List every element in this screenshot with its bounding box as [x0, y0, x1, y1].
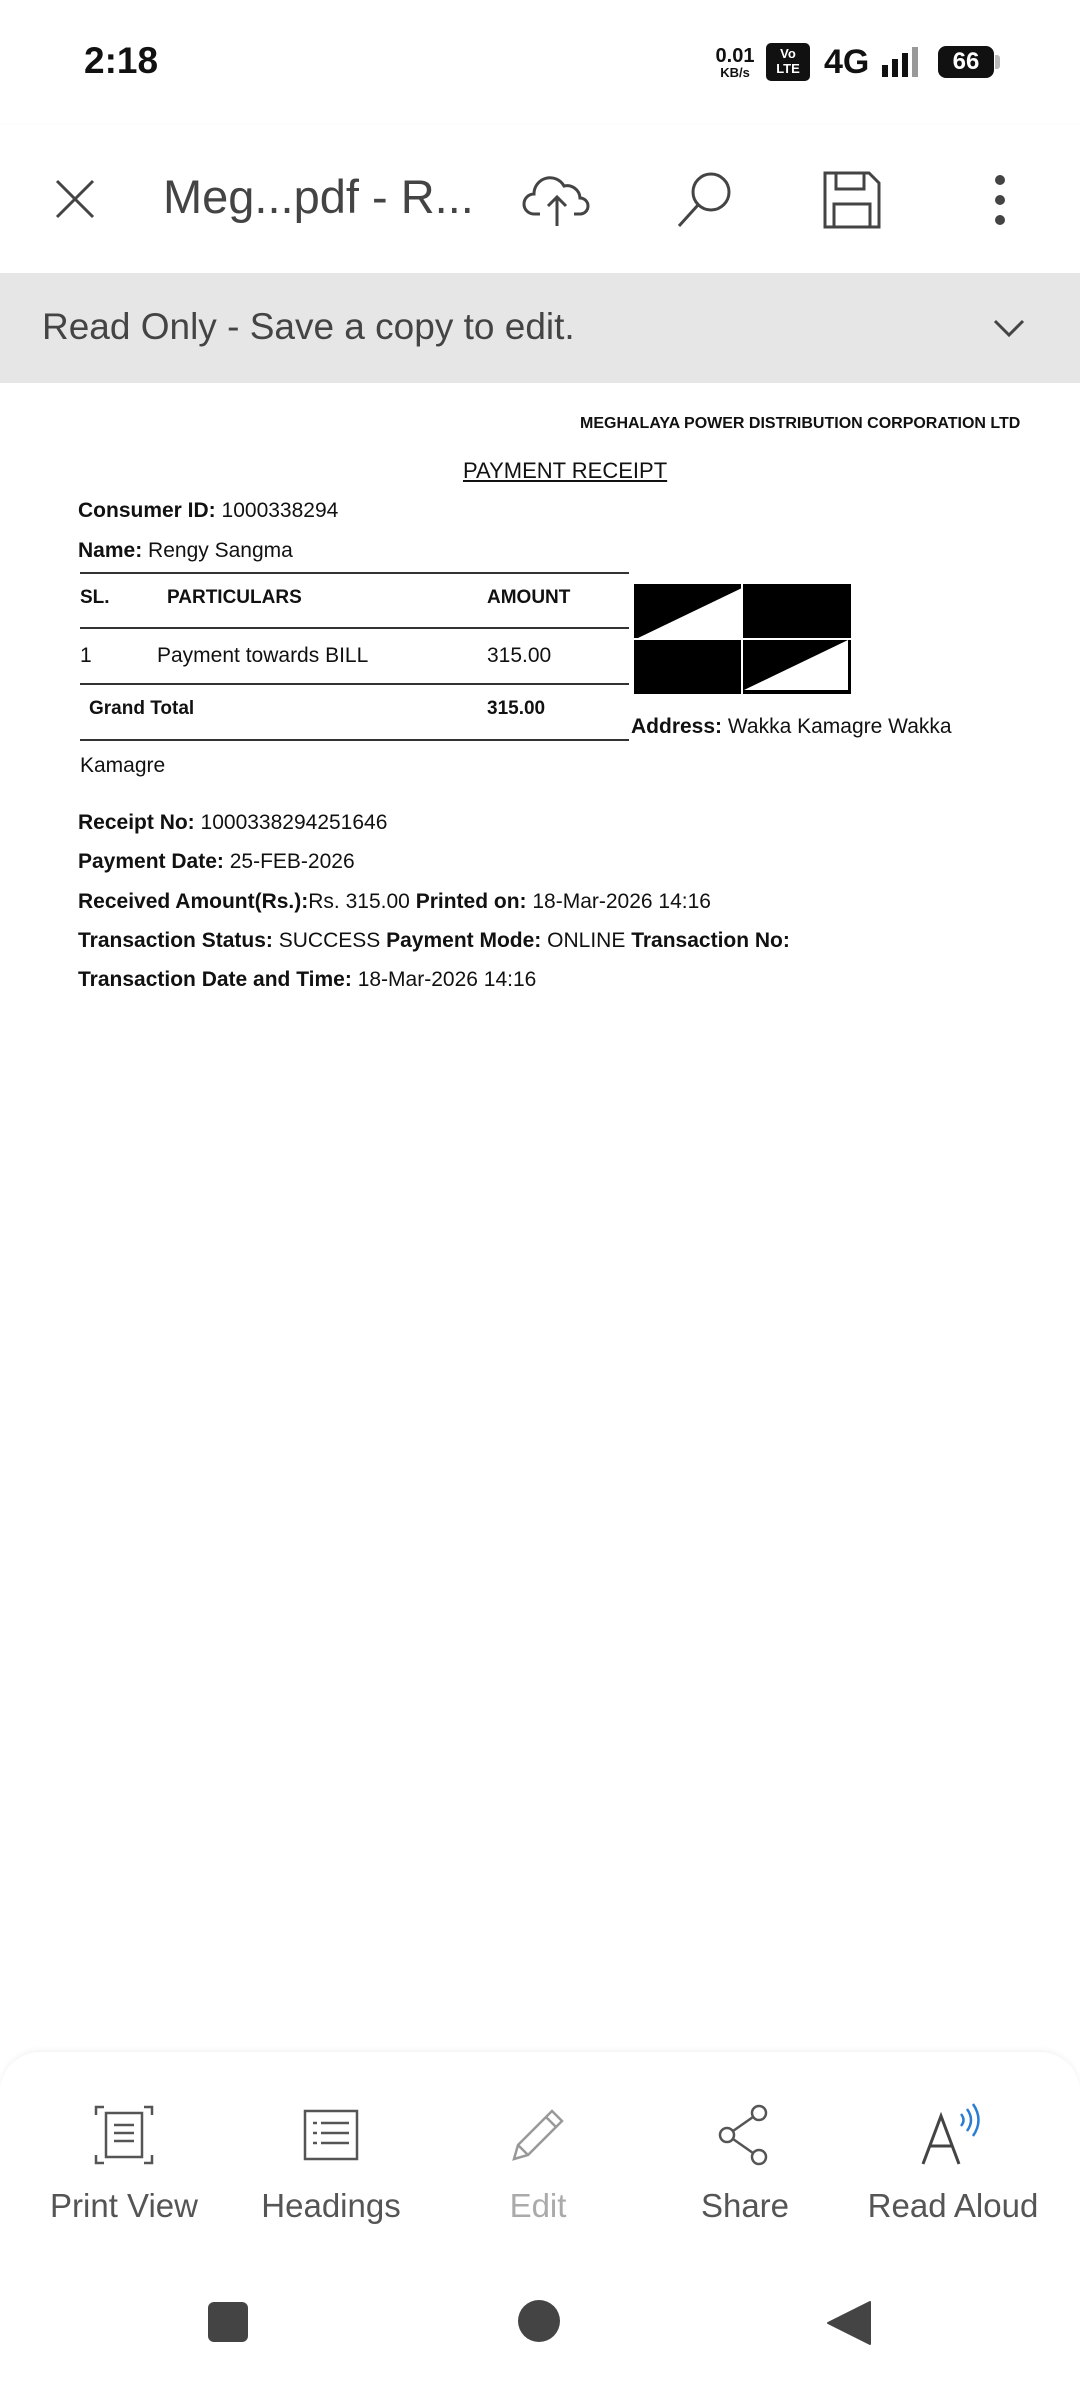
- company-name: MEGHALAYA POWER DISTRIBUTION CORPORATION LTD: [580, 415, 1021, 432]
- upload-cloud-button[interactable]: [515, 155, 599, 245]
- table-row-sl: 1: [80, 644, 92, 667]
- table-header-particulars: PARTICULARS: [167, 587, 302, 608]
- receipt-no-line: [78, 811, 387, 835]
- print-view-button[interactable]: [24, 2095, 224, 2235]
- receipt-no-label: Receipt No:: [78, 811, 195, 834]
- print-view-icon: [92, 2103, 156, 2167]
- transaction-datetime-label: Transaction Date and Time:: [78, 968, 352, 991]
- read-aloud-label: Read Aloud: [867, 2187, 1039, 2224]
- table-header-sl: SL.: [80, 587, 110, 608]
- more-vertical-icon: [990, 170, 1010, 230]
- name-line: [78, 539, 293, 563]
- edit-label: Edit: [509, 2187, 567, 2224]
- volte-top: Vo: [780, 46, 796, 61]
- name-label: Name:: [78, 539, 143, 562]
- transaction-status-value: SUCCESS: [278, 929, 381, 952]
- table-top-border: [80, 572, 629, 574]
- pencil-icon: [506, 2103, 570, 2167]
- chevron-down-icon[interactable]: [992, 317, 1026, 339]
- battery-icon: 66: [938, 46, 994, 78]
- transaction-no-label: Transaction No:: [631, 929, 790, 952]
- save-icon: [822, 170, 882, 230]
- table-bottom-border: [80, 739, 629, 741]
- document-title[interactable]: Meg...pdf - R...: [163, 170, 474, 223]
- network-speed-unit: KB/s: [720, 65, 750, 80]
- close-icon: [53, 177, 97, 221]
- status-bar: [0, 0, 1080, 125]
- grand-total-label: Grand Total: [89, 698, 195, 719]
- payment-mode-value: ONLINE: [547, 929, 626, 952]
- transaction-datetime-value: 18-Mar-2026 14:16: [357, 968, 537, 991]
- edit-button[interactable]: [438, 2095, 638, 2235]
- received-amount-value: Rs. 315.00: [308, 890, 410, 913]
- headings-icon: [301, 2107, 361, 2163]
- table-row-border: [80, 683, 629, 685]
- back-button[interactable]: [826, 2300, 872, 2346]
- network-type: 4G: [824, 43, 870, 81]
- volte-icon: [766, 43, 810, 81]
- headings-button[interactable]: [231, 2095, 431, 2235]
- table-row-particulars: Payment towards BILL: [157, 644, 369, 667]
- consumer-id-value: 1000338294: [221, 499, 339, 522]
- address-line: [631, 715, 952, 739]
- received-amount-label: Received Amount(Rs.):: [78, 890, 309, 913]
- cloud-upload-icon: [522, 170, 592, 230]
- read-only-banner-text: Read Only - Save a copy to edit.: [42, 306, 575, 347]
- share-icon: [713, 2103, 777, 2167]
- receipt-no-value: 1000338294251646: [200, 811, 388, 834]
- volte-bottom: LTE: [776, 61, 800, 76]
- name-value: Rengy Sangma: [148, 539, 293, 562]
- network-speed-value: 0.01: [715, 45, 755, 67]
- search-icon: [673, 168, 737, 232]
- printed-on-label: Printed on:: [415, 890, 527, 913]
- receipt-title: PAYMENT RECEIPT: [463, 458, 668, 483]
- transaction-datetime-line: [78, 968, 536, 992]
- table-header-border: [80, 627, 629, 629]
- share-label: Share: [700, 2187, 790, 2224]
- company-logo-image: [634, 584, 851, 694]
- received-amount-line: [78, 890, 711, 914]
- transaction-status-label: Transaction Status:: [78, 929, 273, 952]
- address-label: Address:: [631, 715, 723, 738]
- more-options-button[interactable]: [960, 155, 1040, 245]
- status-time: 2:18: [84, 40, 159, 81]
- signal-icon: [880, 45, 924, 79]
- transaction-status-line: [78, 929, 790, 953]
- close-button[interactable]: [40, 159, 110, 239]
- address-continued: Kamagre: [80, 754, 166, 777]
- save-button[interactable]: [810, 155, 894, 245]
- recents-button[interactable]: [206, 2300, 250, 2344]
- payment-date-line: [78, 850, 355, 874]
- headings-label: Headings: [261, 2187, 401, 2224]
- table-row-amount: 315.00: [487, 644, 552, 667]
- consumer-id-line: [78, 499, 338, 523]
- read-aloud-button[interactable]: [853, 2095, 1053, 2235]
- grand-total-value: 315.00: [487, 698, 546, 719]
- payment-date-value: 25-FEB-2026: [229, 850, 355, 873]
- read-aloud-icon: [917, 2100, 989, 2170]
- document-page: [0, 383, 1080, 2053]
- app-toolbar: [0, 125, 1080, 273]
- home-button[interactable]: [516, 2298, 562, 2344]
- payment-date-label: Payment Date:: [78, 850, 224, 873]
- table-header-amount: AMOUNT: [487, 587, 571, 608]
- network-speed: [712, 46, 758, 79]
- consumer-id-label: Consumer ID:: [78, 499, 216, 522]
- share-button[interactable]: [645, 2095, 845, 2235]
- payment-mode-label: Payment Mode:: [386, 929, 542, 952]
- printed-on-value: 18-Mar-2026 14:16: [532, 890, 711, 913]
- address-value: Wakka Kamagre Wakka: [727, 715, 952, 738]
- print-view-label: Print View: [50, 2187, 198, 2224]
- read-only-banner[interactable]: [0, 273, 1080, 383]
- search-button[interactable]: [665, 155, 745, 245]
